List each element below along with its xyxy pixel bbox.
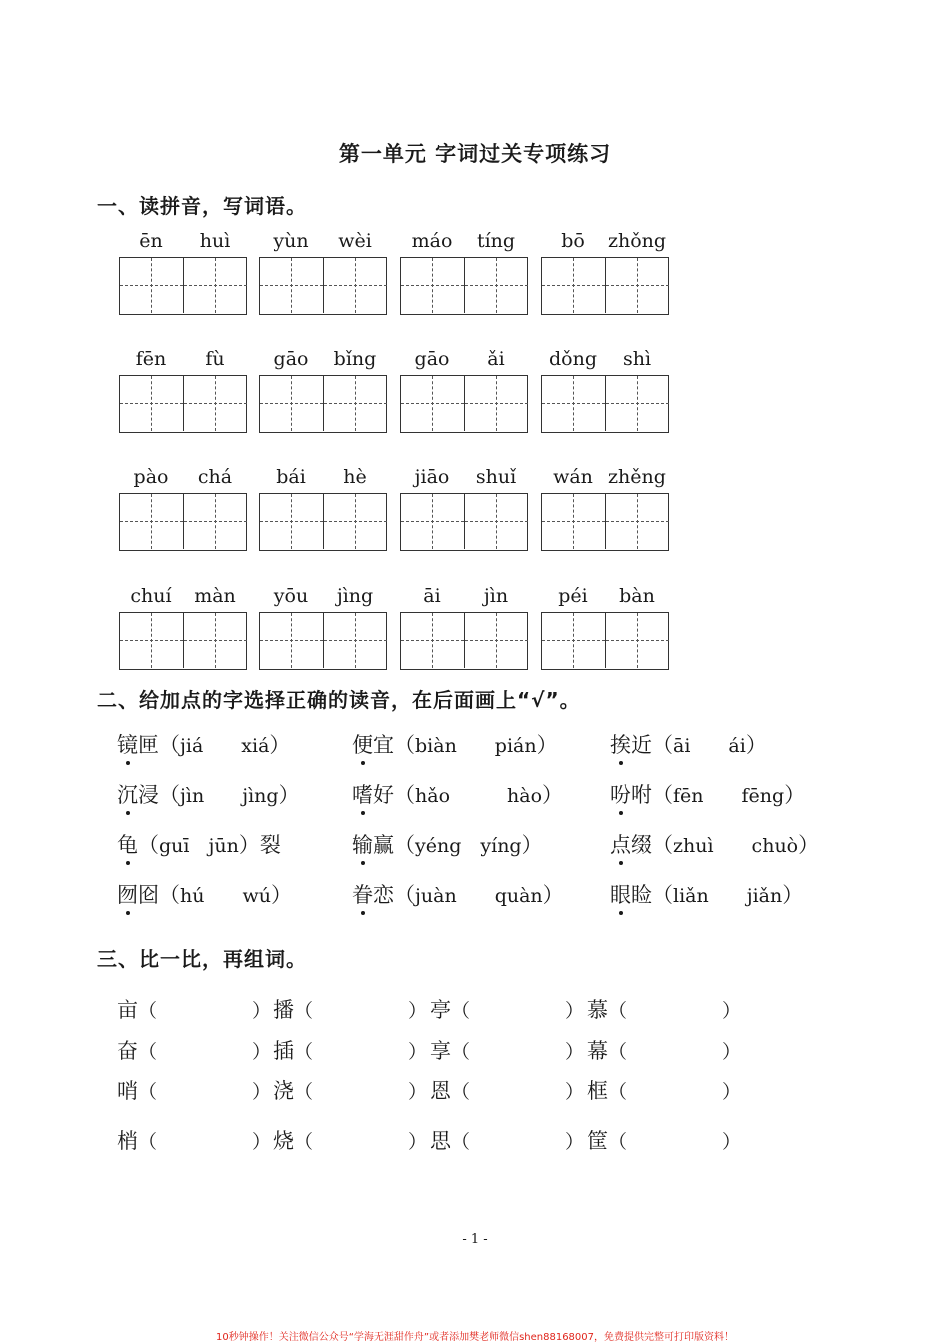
compare-item: [273, 1035, 427, 1065]
writing-grid[interactable]: [541, 493, 669, 551]
writing-cell[interactable]: [606, 376, 669, 431]
dotted-character: 沉: [117, 779, 138, 809]
writing-cell[interactable]: [465, 494, 528, 549]
pinyin-options[interactable]: hǎo hào: [415, 785, 543, 807]
writing-cell[interactable]: [260, 494, 324, 549]
reading-item: 嗜好（hǎo hào）: [352, 779, 563, 809]
pinyin-label: [259, 348, 389, 372]
pinyin-syllable: fēn: [135, 348, 167, 370]
pinyin-syllable: āi: [423, 585, 441, 607]
pinyin-syllable: chuí: [130, 585, 172, 607]
compare-character: 恩: [430, 1079, 451, 1103]
writing-cell[interactable]: [324, 613, 387, 668]
word-character: 恋: [373, 883, 394, 907]
dotted-character: 输: [352, 829, 373, 859]
answer-blank[interactable]: （ ）: [451, 1000, 585, 1022]
pinyin-options[interactable]: hú wú: [180, 885, 271, 907]
pinyin-options[interactable]: juàn quàn: [415, 885, 543, 907]
reading-item: 点缀（zhuì chuò）: [610, 829, 819, 859]
answer-blank[interactable]: （ ）: [138, 1041, 272, 1063]
writing-cell[interactable]: [401, 376, 465, 431]
dotted-character: 便: [352, 729, 373, 759]
pinyin-syllable: fù: [205, 348, 225, 370]
pinyin-syllable: shuǐ: [475, 466, 517, 488]
page-number: - 1 -: [462, 1232, 488, 1247]
word-character: 浸: [138, 783, 159, 807]
word-character: 匣: [138, 733, 159, 757]
writing-grid[interactable]: [400, 375, 528, 433]
dotted-character: 龟: [117, 829, 138, 859]
pinyin-syllable: chá: [197, 466, 233, 488]
pinyin-label: [541, 585, 671, 609]
word-character: 睑: [631, 883, 652, 907]
compare-item: [117, 1035, 271, 1065]
writing-cell[interactable]: [606, 258, 669, 313]
writing-cell[interactable]: [184, 613, 247, 668]
writing-grid[interactable]: [119, 612, 247, 670]
writing-grid[interactable]: [400, 612, 528, 670]
pinyin-label: [119, 230, 249, 254]
answer-blank[interactable]: （ ）: [451, 1081, 585, 1103]
section-1-heading: 一、读拼音，写词语。: [97, 194, 307, 218]
pinyin-label: [259, 466, 389, 490]
pinyin-syllable: pào: [133, 466, 169, 488]
writing-cell[interactable]: [542, 494, 606, 549]
compare-item: [273, 1075, 427, 1105]
pinyin-syllable: tíng: [476, 230, 516, 252]
dotted-character: 囫: [117, 879, 138, 909]
compare-item: [587, 994, 741, 1024]
pinyin-syllable: péi: [558, 585, 588, 607]
pinyin-options[interactable]: fēn fēng: [673, 785, 785, 807]
footer-notice: 10秒钟操作！关注微信公众号“学海无涯甜作舟”或者添加樊老师微信shen88168007，免费提供完整可打印版资料！: [215, 1332, 735, 1343]
answer-blank[interactable]: （ ）: [294, 1041, 428, 1063]
compare-item: [430, 1075, 584, 1105]
writing-cell[interactable]: [606, 494, 669, 549]
word-character: 囵: [138, 883, 159, 907]
writing-cell[interactable]: [120, 613, 184, 668]
answer-blank[interactable]: （ ）: [608, 1041, 742, 1063]
word-character: 好: [373, 783, 394, 807]
reading-item: 输赢（yéng yíng）: [352, 829, 543, 859]
word-character: 缀: [631, 833, 652, 857]
pinyin-label: [400, 348, 530, 372]
dotted-character: 眼: [610, 879, 631, 909]
pinyin-syllable: dǒng: [548, 348, 597, 370]
pinyin-syllable: bō: [561, 230, 585, 252]
pinyin-syllable: màn: [194, 585, 236, 607]
compare-character: 奋: [117, 1039, 138, 1063]
compare-character: 播: [273, 998, 294, 1022]
compare-item: [430, 1125, 584, 1155]
pinyin-label: [119, 348, 249, 372]
writing-cell[interactable]: [120, 376, 184, 431]
writing-cell[interactable]: [465, 258, 528, 313]
pinyin-syllable: wán: [553, 466, 593, 488]
pinyin-syllable: yōu: [273, 585, 309, 607]
writing-cell[interactable]: [465, 613, 528, 668]
writing-cell[interactable]: [542, 258, 606, 313]
dotted-character: 挨: [610, 729, 631, 759]
compare-item: [273, 1125, 427, 1155]
pinyin-label: [119, 585, 249, 609]
compare-character: 思: [430, 1129, 451, 1153]
pinyin-syllable: wèi: [338, 230, 372, 252]
reading-item: 龟（guī jūn）裂: [117, 829, 281, 859]
section-2-heading: 二、给加点的字选择正确的读音，在后面画上“√”。: [97, 688, 581, 712]
pinyin-syllable: shì: [622, 348, 652, 370]
writing-grid[interactable]: [259, 257, 387, 315]
compare-character: 烧: [273, 1129, 294, 1153]
compare-character: 梢: [117, 1129, 138, 1153]
pinyin-syllable: huì: [199, 230, 231, 252]
compare-item: [587, 1125, 741, 1155]
pinyin-syllable: bàn: [619, 585, 655, 607]
writing-cell[interactable]: [401, 613, 465, 668]
pinyin-options[interactable]: jiá xiá: [180, 735, 270, 757]
writing-cell[interactable]: [465, 376, 528, 431]
answer-blank[interactable]: （ ）: [294, 1000, 428, 1022]
answer-blank[interactable]: （ ）: [451, 1041, 585, 1063]
pinyin-label: [259, 230, 389, 254]
writing-grid[interactable]: [541, 257, 669, 315]
reading-item: 沉浸（jìn jìng）: [117, 779, 300, 809]
writing-cell[interactable]: [324, 494, 387, 549]
pinyin-syllable: bǐng: [333, 348, 377, 370]
pinyin-syllable: jìn: [483, 585, 509, 607]
compare-character: 亩: [117, 998, 138, 1022]
writing-grid[interactable]: [119, 257, 247, 315]
pinyin-syllable: máo: [411, 230, 453, 252]
word-character: 咐: [631, 783, 652, 807]
compare-item: [430, 1035, 584, 1065]
pinyin-label: [400, 466, 530, 490]
section-3-heading: 三、比一比，再组词。: [97, 947, 307, 971]
answer-blank[interactable]: （ ）: [608, 1081, 742, 1103]
pinyin-syllable: ǎi: [487, 348, 505, 370]
pinyin-syllable: yùn: [273, 230, 309, 252]
writing-grid[interactable]: [259, 375, 387, 433]
pinyin-options[interactable]: yéng yíng: [415, 835, 522, 857]
reading-item: 吩咐（fēn fēng）: [610, 779, 805, 809]
compare-item: [587, 1035, 741, 1065]
writing-grid[interactable]: [400, 493, 528, 551]
writing-grid[interactable]: [541, 375, 669, 433]
compare-item: [117, 1125, 271, 1155]
answer-blank[interactable]: （ ）: [608, 1000, 742, 1022]
writing-grid[interactable]: [400, 257, 528, 315]
writing-cell[interactable]: [542, 613, 606, 668]
writing-cell[interactable]: [606, 613, 669, 668]
word-character: 赢: [373, 833, 394, 857]
answer-blank[interactable]: （ ）: [138, 1081, 272, 1103]
answer-blank[interactable]: （ ）: [294, 1131, 428, 1153]
pinyin-options[interactable]: āi ái: [673, 735, 746, 757]
answer-blank[interactable]: （ ）: [294, 1081, 428, 1103]
reading-item: 眼睑（liǎn jiǎn）: [610, 879, 803, 909]
writing-cell[interactable]: [120, 494, 184, 549]
pinyin-label: [119, 466, 249, 490]
writing-cell[interactable]: [184, 376, 247, 431]
word-character: 裂: [259, 833, 281, 857]
pinyin-label: [400, 585, 530, 609]
pinyin-syllable: zhǒng: [607, 230, 667, 252]
writing-cell[interactable]: [542, 376, 606, 431]
answer-blank[interactable]: （ ）: [138, 1131, 272, 1153]
compare-character: 浇: [273, 1079, 294, 1103]
writing-grid[interactable]: [259, 493, 387, 551]
pinyin-label: [541, 348, 671, 372]
pinyin-options[interactable]: jìn jìng: [180, 785, 279, 807]
writing-cell[interactable]: [260, 376, 324, 431]
answer-blank[interactable]: （ ）: [138, 1000, 272, 1022]
writing-cell[interactable]: [184, 494, 247, 549]
reading-item: 眷恋（juàn quàn）: [352, 879, 564, 909]
compare-character: 插: [273, 1039, 294, 1063]
compare-character: 哨: [117, 1079, 138, 1103]
compare-item: [117, 994, 271, 1024]
writing-grid[interactable]: [119, 493, 247, 551]
writing-grid[interactable]: [259, 612, 387, 670]
writing-cell[interactable]: [260, 258, 324, 313]
word-character: 近: [631, 733, 652, 757]
compare-character: 幕: [587, 1039, 608, 1063]
dotted-character: 嗜: [352, 779, 373, 809]
pinyin-syllable: ēn: [139, 230, 163, 252]
page-title: 第一单元 字词过关专项练习: [338, 142, 612, 166]
writing-cell[interactable]: [324, 376, 387, 431]
pinyin-options[interactable]: zhuì chuò: [673, 835, 799, 857]
pinyin-label: [400, 230, 530, 254]
compare-character: 亭: [430, 998, 451, 1022]
writing-cell[interactable]: [324, 258, 387, 313]
dotted-character: 眷: [352, 879, 373, 909]
pinyin-label: [541, 466, 671, 490]
pinyin-options[interactable]: liǎn jiǎn: [673, 885, 783, 907]
compare-item: [587, 1075, 741, 1105]
writing-grid[interactable]: [541, 612, 669, 670]
pinyin-syllable: zhěng: [608, 466, 666, 488]
reading-item: 便宜（biàn pián）: [352, 729, 558, 759]
pinyin-syllable: jiāo: [414, 466, 450, 488]
dotted-character: 吩: [610, 779, 631, 809]
writing-cell[interactable]: [120, 258, 184, 313]
answer-blank[interactable]: （ ）: [608, 1131, 742, 1153]
pinyin-syllable: bái: [276, 466, 306, 488]
compare-character: 筐: [587, 1129, 608, 1153]
pinyin-syllable: jìng: [336, 585, 374, 607]
reading-item: 挨近（āi ái）: [610, 729, 767, 759]
pinyin-label: [541, 230, 671, 254]
compare-item: [430, 994, 584, 1024]
writing-grid[interactable]: [119, 375, 247, 433]
compare-item: [117, 1075, 271, 1105]
compare-character: 享: [430, 1039, 451, 1063]
pinyin-syllable: gāo: [273, 348, 309, 370]
pinyin-syllable: hè: [343, 466, 367, 488]
pinyin-options[interactable]: guī jūn: [159, 835, 239, 857]
answer-blank[interactable]: （ ）: [451, 1131, 585, 1153]
reading-item: 镜匣（jiá xiá）: [117, 729, 290, 759]
dotted-character: 点: [610, 829, 631, 859]
writing-cell[interactable]: [184, 258, 247, 313]
reading-item: 囫囵（hú wú）: [117, 879, 292, 909]
writing-cell[interactable]: [401, 258, 465, 313]
pinyin-options[interactable]: biàn pián: [415, 735, 537, 757]
dotted-character: 镜: [117, 729, 138, 759]
pinyin-label: [259, 585, 389, 609]
pinyin-syllable: gāo: [414, 348, 450, 370]
writing-cell[interactable]: [401, 494, 465, 549]
compare-character: 慕: [587, 998, 608, 1022]
writing-cell[interactable]: [260, 613, 324, 668]
compare-item: [273, 994, 427, 1024]
word-character: 宜: [373, 733, 394, 757]
compare-character: 框: [587, 1079, 608, 1103]
